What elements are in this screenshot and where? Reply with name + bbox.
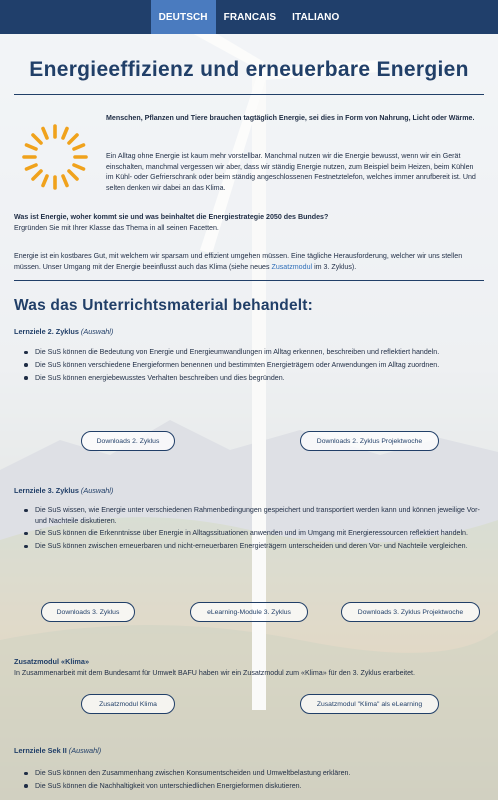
page-title: Energieeffizienz und erneuerbare Energien	[29, 58, 469, 81]
klima-text: In Zusammenarbeit mit dem Bundesamt für Umwelt BAFU haben wir ein Zusatzmodul zum «Klima» für den 3. Zyklus erarbeitet.	[14, 669, 415, 677]
zyklus3-goals-list	[22, 505, 482, 554]
zusatzmodul-link[interactable]: Zusatzmodul	[271, 262, 313, 271]
language-nav	[0, 0, 498, 34]
sek2-goals-list	[22, 768, 482, 794]
lang-deutsch[interactable]: DEUTSCH	[151, 0, 216, 34]
section-title: Was das Unterrichtsmaterial behandelt:	[14, 297, 314, 314]
zyklus3-heading-label: Lernziele 3. Zyklus	[14, 486, 79, 495]
zusatzmodul-klima-elearning-button[interactable]: Zusatzmodul "Klima" als eLearning	[300, 694, 439, 714]
sun-icon	[20, 122, 90, 192]
sek2-heading	[14, 746, 101, 755]
zyklus2-heading-label: Lernziele 2. Zyklus	[14, 327, 79, 336]
intro-lead: Menschen, Pflanzen und Tiere brauchen tagtäglich Energie, sei dies in Form von Nahrung, Licht oder Wärme.	[106, 114, 475, 122]
zyklus3-heading-note: (Auswahl)	[80, 486, 114, 495]
zyklus2-heading-note: (Auswahl)	[80, 327, 114, 336]
list-item: Die SuS können die Erkenntnisse über Energie in Alltagssituationen anwenden und im Umgang mit Energieressourcen reflektiert handeln.	[22, 528, 482, 539]
question-text: Was ist Energie, woher kommt sie und was beinhaltet die Energiestrategie 2050 des Bundes?	[14, 213, 329, 221]
list-item: Die SuS wissen, wie Energie unter verschiedenen Rahmenbedingungen gespeichert und transportiert werden kann und können jeweilige Vor- und Nachteile diskutieren.	[22, 505, 482, 526]
list-item: Die SuS können energiebewusstes Verhalten beschreiben und dies begründen.	[22, 373, 482, 384]
sek2-heading-label: Lernziele Sek II	[14, 746, 67, 755]
list-item: Die SuS können die Nachhaltigkeit von unterschiedlichen Energieformen diskutieren.	[22, 781, 482, 792]
downloads-zyklus2-button[interactable]: Downloads 2. Zyklus	[81, 431, 175, 451]
sek2-heading-note: (Auswahl)	[68, 746, 102, 755]
intro-body: Ein Alltag ohne Energie ist kaum mehr vorstellbar. Manchmal nutzen wir die Energie bewusst, wenn wir ein Gerät einschalten, manchmal vergessen wir aber, dass wir ständig Energie nutzen, zum Beispiel beim Heizen, beim Kühlen im Kühl- oder Gefrierschrank oder beim ständig angeschlossenen Festnetztelefon, welches immer anrufbereit ist. Und selten denken wir dabei an das Klima.	[106, 152, 476, 192]
downloads-zyklus3-projektwoche-button[interactable]: Downloads 3. Zyklus Projektwoche	[341, 602, 480, 622]
zyklus2-goals-list	[22, 347, 482, 385]
zyklus2-heading	[14, 327, 113, 336]
energy-paragraph	[14, 251, 484, 272]
list-item: Die SuS können die Bedeutung von Energie und Energieumwandlungen im Alltag erkennen, beschreiben und reflektiert handeln.	[22, 347, 482, 358]
question-subtext: Ergründen Sie mit Ihrer Klasse das Thema in all seinen Facetten.	[14, 224, 219, 232]
klima-heading: Zusatzmodul «Klima»	[14, 657, 90, 666]
list-item: Die SuS können verschiedene Energieformen benennen und bestimmten Energieträgern oder Anwendungen im Alltag zuordnen.	[22, 360, 482, 371]
energy-text-pre: Energie ist ein kostbares Gut, mit welchem wir sparsam und effizient umgehen müssen. Eine tägliche Herausforderung, welcher wir uns stellen müssen. Unser Umgang mit der Energie beeinflusst auch das Klima (siehe neues	[14, 252, 463, 271]
zusatzmodul-klima-button[interactable]: Zusatzmodul Klima	[81, 694, 175, 714]
elearning-zyklus3-button[interactable]: eLearning-Module 3. Zyklus	[190, 602, 308, 622]
downloads-zyklus2-projektwoche-button[interactable]: Downloads 2. Zyklus Projektwoche	[300, 431, 439, 451]
intro-divider	[14, 280, 484, 281]
lang-italiano[interactable]: ITALIANO	[292, 11, 340, 23]
energy-text-post: im 3. Zyklus).	[312, 262, 357, 271]
lang-francais[interactable]: FRANCAIS	[223, 11, 277, 23]
zyklus3-heading	[14, 486, 113, 495]
list-item: Die SuS können zwischen erneuerbaren und nicht-erneuerbaren Energieträgern unterscheiden und deren Vor- und Nachteile vergleichen.	[22, 541, 482, 552]
downloads-zyklus3-button[interactable]: Downloads 3. Zyklus	[41, 602, 135, 622]
list-item: Die SuS können den Zusammenhang zwischen Konsumentscheiden und Umweltbelastung erklären.	[22, 768, 482, 779]
title-divider	[14, 94, 484, 95]
